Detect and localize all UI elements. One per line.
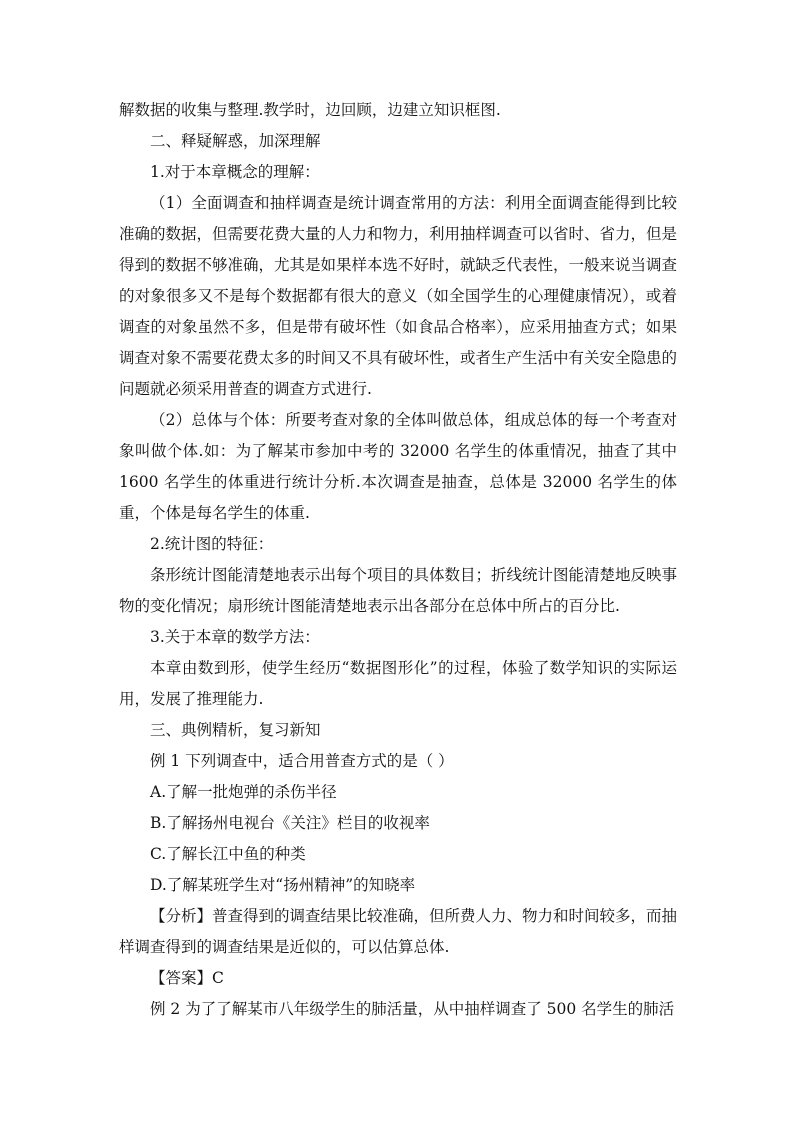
document-body (119, 95, 677, 1025)
example-2-question: 例 2 为了了解某市八年级学生的肺活量，从中抽样调查了 500 名学生的肺活 (150, 1000, 675, 1018)
example-1-option-d: D.了解某班学生对“扬州精神”的知晓率 (150, 876, 416, 894)
subheading-concepts: 1.对于本章概念的理解： (150, 163, 320, 181)
paragraph-population-individual: （2）总体与个体：所要考查对象的全体叫做总体，组成总体的每一个考查对象叫做个体.如：为了解某市参加中考的 32000 名学生的体重情况，抽查了其中 1600 名学生的体重进行统计分析.本次调查是抽查，总体是 32000 名学生的体重，个体是每名学生的体重. (119, 411, 677, 522)
example-1-option-c: C.了解长江中鱼的种类 (150, 845, 306, 863)
paragraph-continuation: 解数据的收集与整理.教学时，边回顾，边建立知识框图. (119, 101, 501, 119)
subheading-math-methods: 3.关于本章的数学方法： (150, 628, 320, 646)
subheading-chart-features: 2.统计图的特征： (150, 535, 274, 553)
section-heading-2: 二、释疑解惑，加深理解 (150, 132, 321, 150)
example-1-answer: 【答案】C (150, 969, 224, 987)
section-heading-3: 三、典例精析，复习新知 (150, 721, 321, 739)
example-1-analysis: 【分析】普查得到的调查结果比较准确，但所费人力、物力和时间较多，而抽样调查得到的调查结果是近似的，可以估算总体. (119, 907, 678, 956)
example-1-question: 例 1 下列调查中，适合用普查方式的是（ ） (150, 752, 454, 770)
paragraph-math-methods: 本章由数到形，使学生经历“数据图形化”的过程，体验了数学知识的实际运用，发展了推理能力. (119, 659, 677, 708)
example-1-option-a: A.了解一批炮弹的杀伤半径 (150, 783, 337, 801)
paragraph-chart-features: 条形统计图能清楚地表示出每个项目的具体数目；折线统计图能清楚地反映事物的变化情况；扇形统计图能清楚地表示出各部分在总体中所占的百分比. (119, 566, 678, 615)
example-1-option-b: B.了解扬州电视台《关注》栏目的收视率 (150, 814, 430, 832)
paragraph-survey-methods: （1）全面调查和抽样调查是统计调查常用的方法：利用全面调查能得到比较准确的数据，但需要花费大量的人力和物力，利用抽样调查可以省时、省力，但是得到的数据不够准确，尤其是如果样本选不好时，就缺乏代表性，一般来说当调查的对象很多又不是每个数据都有很大的意义（如全国学生的心理健康情况），或着调查的对象虽然不多，但是带有破坏性（如食品合格率），应采用抽查方式；如果调查对象不需要花费太多的时间又不具有破坏性，或者生产生活中有关安全隐患的问题就必须采用普查的调查方式进行. (119, 194, 678, 398)
